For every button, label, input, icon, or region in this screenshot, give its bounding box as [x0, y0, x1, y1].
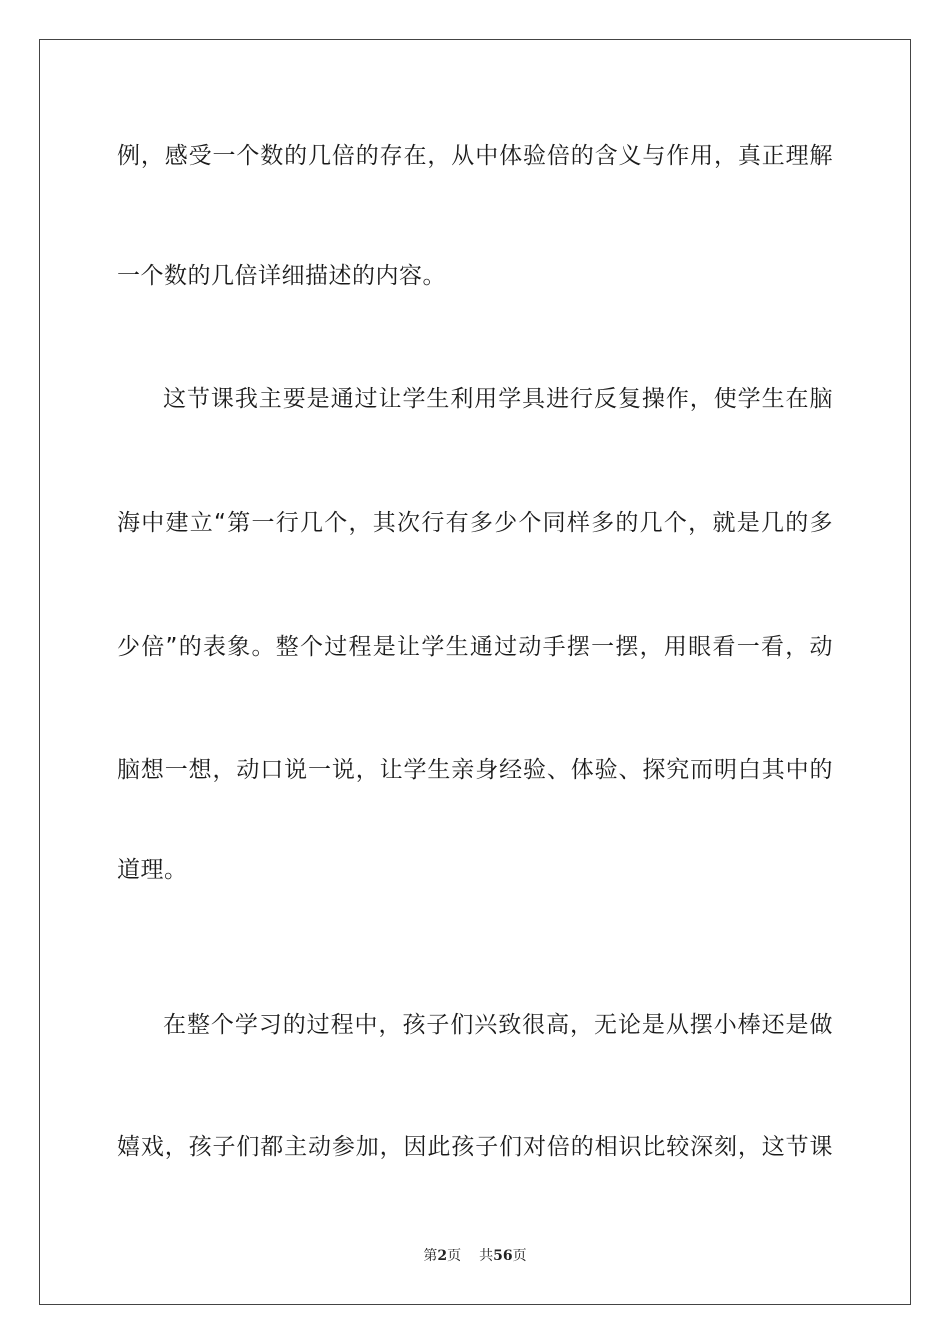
- page-frame: [39, 39, 911, 1305]
- text-line-3: 这节课我主要是通过让学生利用学具进行反复操作，使学生在脑: [163, 386, 833, 412]
- footer-page-number: 2: [437, 1248, 448, 1264]
- footer-total-pages: 56: [493, 1248, 513, 1264]
- text-line-8: 在整个学习的过程中，孩子们兴致很高，无论是从摆小棒还是做: [163, 1012, 833, 1038]
- text-line-9: 嬉戏，孩子们都主动参加，因此孩子们对倍的相识比较深刻，这节课: [117, 1134, 833, 1160]
- footer-page-suffix: 页: [447, 1248, 462, 1264]
- footer-total-suffix: 页: [512, 1248, 527, 1264]
- text-line-1: 例，感受一个数的几倍的存在，从中体验倍的含义与作用，真正理解: [117, 143, 833, 169]
- text-line-2: 一个数的几倍详细描述的内容。: [117, 263, 446, 289]
- text-line-5: 少倍”的表象。整个过程是让学生通过动手摆一摆，用眼看一看，动: [117, 634, 833, 660]
- page-footer: [0, 1245, 950, 1265]
- text-line-7: 道理。: [117, 857, 188, 883]
- footer-total-prefix: 共: [479, 1248, 494, 1264]
- footer-page-prefix: 第: [423, 1248, 438, 1264]
- text-line-4: 海中建立“第一行几个，其次行有多少个同样多的几个，就是几的多: [117, 510, 833, 536]
- text-line-6: 脑想一想，动口说一说，让学生亲身经验、体验、探究而明白其中的: [117, 757, 833, 783]
